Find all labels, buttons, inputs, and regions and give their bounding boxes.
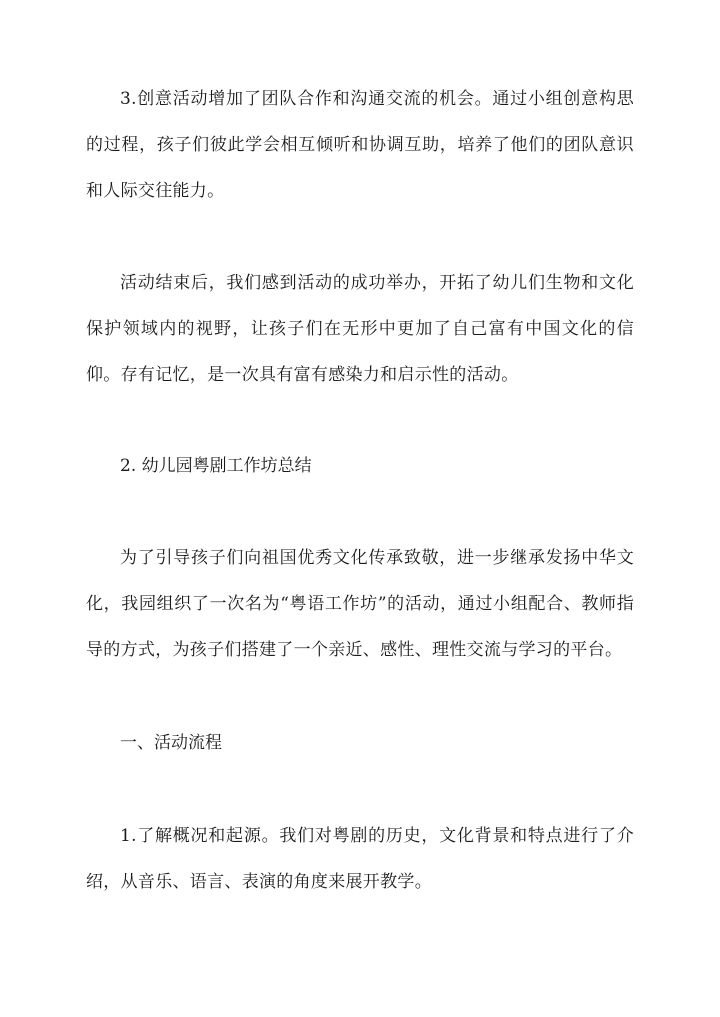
list-item-overview-origin: 1.了解概况和起源。我们对粤剧的历史，文化背景和特点进行了介绍，从音乐、语言、表演的角度来展开教学。 [86,826,634,892]
paragraph-intro: 为了引导孩子们向祖国优秀文化传承致敬，进一步继承发扬中华文化，我园组织了一次名为“粤语工作坊”的活动，通过小组配合、教师指导的方式，为孩子们搭建了一个亲近、感性、理性交流与学习的平台。 [86,548,634,660]
paragraph-activity-conclusion: 活动结束后，我们感到活动的成功举办，开拓了幼儿们生物和文化保护领域内的视野，让孩子们在无形中更加了自己富有中国文化的信仰。存有记忆，是一次具有富有感染力和启示性的活动。 [86,273,634,385]
subheading-activity-process: 一、活动流程 [120,733,222,753]
section-title: 2. 幼儿园粤剧工作坊总结 [120,456,312,476]
paragraph-teamwork: 3.创意活动增加了团队合作和沟通交流的机会。通过小组创意构思的过程，孩子们彼此学会相互倾听和协调互助，培养了他们的团队意识和人际交往能力。 [86,89,634,201]
